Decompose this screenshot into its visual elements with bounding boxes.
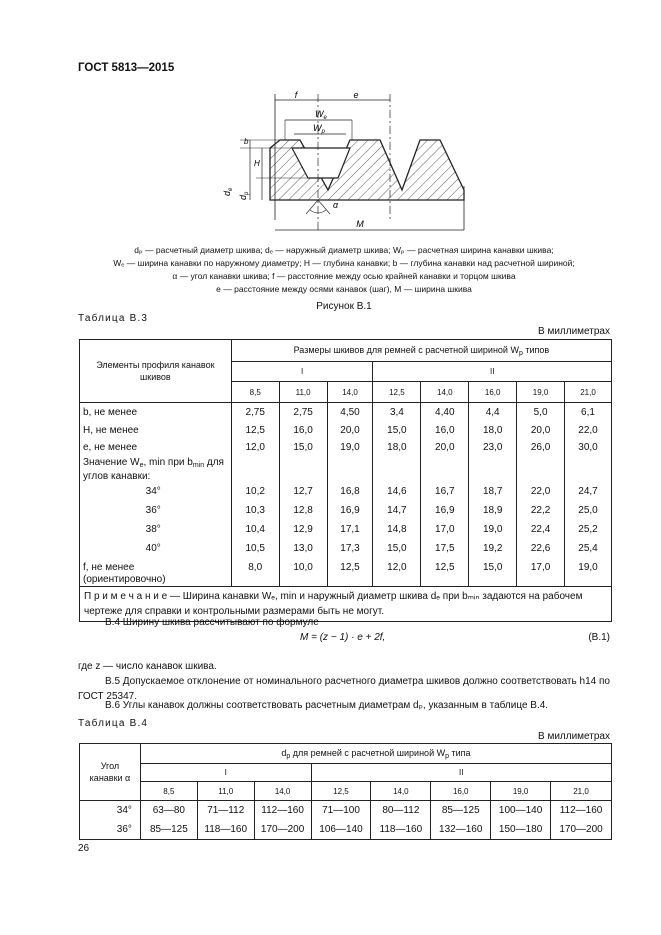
width-cell: 14,0 <box>371 782 431 801</box>
pulley-profile-figure <box>210 90 480 240</box>
label-f: f <box>294 90 298 100</box>
table-row: b, не менее 2,75 2,75 4,50 3,4 4,40 4,4 5,0 6,1 <box>80 403 612 422</box>
table-row: 34° 63—80 71—112 112—160 71—100 80—112 85—125 100—140 112—160 <box>80 801 612 821</box>
width-cell: 12,5 <box>311 782 371 801</box>
label-b: b <box>244 137 249 146</box>
width-cell: 11,0 <box>279 382 327 403</box>
table3-type-2: II <box>373 362 612 382</box>
label-alpha: α <box>333 200 339 210</box>
table-row: H, не менее 12,5 16,0 20,0 15,0 16,0 18,0 20,0 22,0 <box>80 422 612 439</box>
width-cell: 12,5 <box>373 382 421 403</box>
paragraph-b6: В.6 Углы канавок должны соответствовать расчетным диаметрам dₚ, указанным в таблице В.4. <box>105 700 549 711</box>
table4-type-2: II <box>311 764 611 782</box>
width-cell: 11,0 <box>197 782 254 801</box>
legend-line: e — расстояние между осями канавок (шаг), M — ширина шкива <box>216 284 472 294</box>
page-number: 26 <box>78 843 90 854</box>
paragraph-b4: В.4 Ширину шкива рассчитывают по формуле <box>105 617 319 628</box>
table4-group-header: $d_p$ для ремней с расчетной шириной $W_p$ типа <box>140 744 611 764</box>
table3-group-header: Размеры шкивов для ремней с расчетной шириной $W_p$ типов <box>231 340 611 362</box>
table-row: 36° 10,3 12,8 16,9 14,7 16,9 18,9 22,2 25,0 <box>80 501 612 520</box>
formula-number: (В.1) <box>588 632 610 643</box>
table3-note: П р и м е ч а н и е — Ширина канавки Wₑ, min и наружный диаметр шкива dₑ при bₘᵢₙ задаются на рабочем чертеже для справки и контрольными размерами быть не могут. <box>80 586 612 621</box>
table4 <box>79 743 612 840</box>
table3-corner: Элементы профиля канавок шкивов <box>80 340 232 403</box>
width-cell: 19,0 <box>517 382 565 403</box>
width-cell: 8,5 <box>231 382 279 403</box>
width-cell: 21,0 <box>551 782 612 801</box>
paragraph-b5: В.5 Допускаемое отклонение от номинального расчетного диаметра шкивов должно соответствовать h14 по ГОСТ 25347. <box>78 676 610 702</box>
table-row: e, не менее 12,0 15,0 19,0 18,0 20,0 23,0 26,0 30,0 <box>80 439 612 456</box>
table4-type-1: I <box>140 764 311 782</box>
table4-units: В миллиметрах <box>538 731 610 742</box>
width-cell: 14,0 <box>327 382 373 403</box>
width-cell: 14,0 <box>254 782 311 801</box>
label-de: $d_e$ <box>222 187 234 196</box>
page-header: ГОСТ 5813—2015 <box>78 62 175 74</box>
table4-caption: Таблица В.4 <box>78 718 149 729</box>
label-we: $W_e$ <box>315 109 327 121</box>
table4-corner: Угол канавки α <box>80 744 141 801</box>
width-cell: 21,0 <box>565 382 612 403</box>
table-row: 38° 10,4 12,9 17,1 14,8 17,0 19,0 22,4 25,2 <box>80 520 612 539</box>
legend-line: dₚ — расчетный диаметр шкива; dₑ — наружный диаметр шкива; Wₚ — расчетная ширина канавки шкива; <box>134 245 554 255</box>
table3-units: В миллиметрах <box>538 326 610 337</box>
we-label: Значение $W_e$, min при $b_{min}$ для углов канавки: <box>80 456 232 482</box>
figure-caption: Рисунок В.1 <box>316 301 372 312</box>
label-h: H <box>254 159 260 168</box>
table3-caption: Таблица В.3 <box>78 313 149 324</box>
table3 <box>79 339 612 622</box>
table3-type-1: I <box>231 362 373 382</box>
figure-legend <box>78 244 610 296</box>
width-cell: 19,0 <box>491 782 551 801</box>
table-row: 36° 85—125 118—160 170—200 106—140 118—160 132—160 150—180 170—200 <box>80 821 612 840</box>
table-row: 34° 10,2 12,7 16,8 14,6 16,7 18,7 22,0 24,7 <box>80 482 612 501</box>
label-m: M <box>356 219 364 229</box>
legend-line: α — угол канавки шкива; f — расстояние между осью крайней канавки и торцом шкива <box>172 271 516 281</box>
width-cell: 16,0 <box>469 382 517 403</box>
width-cell: 16,0 <box>431 782 491 801</box>
label-dp: $d_p$ <box>238 191 250 200</box>
width-cell: 14,0 <box>421 382 469 403</box>
legend-line: Wₑ — ширина канавки по наружному диаметру; H — глубина канавки; b — глубина канавки над расчетной шириной; <box>113 258 575 268</box>
formula: M = (z − 1) · e + 2f, <box>300 632 386 643</box>
table-row <box>80 456 612 482</box>
f-label: f, не менее (ориентировочно) <box>80 558 232 587</box>
table-row: f, не менее (ориентировочно) 8,0 10,0 12,5 12,0 12,5 15,0 17,0 19,0 <box>80 558 612 587</box>
table-row: 40° 10,5 13,0 17,3 15,0 17,5 19,2 22,6 25,4 <box>80 539 612 558</box>
paragraph-where: где z — число канавок шкива. <box>78 661 217 672</box>
label-wp: $W_p$ <box>313 123 325 135</box>
width-cell: 8,5 <box>140 782 197 801</box>
label-e: e <box>353 90 359 100</box>
